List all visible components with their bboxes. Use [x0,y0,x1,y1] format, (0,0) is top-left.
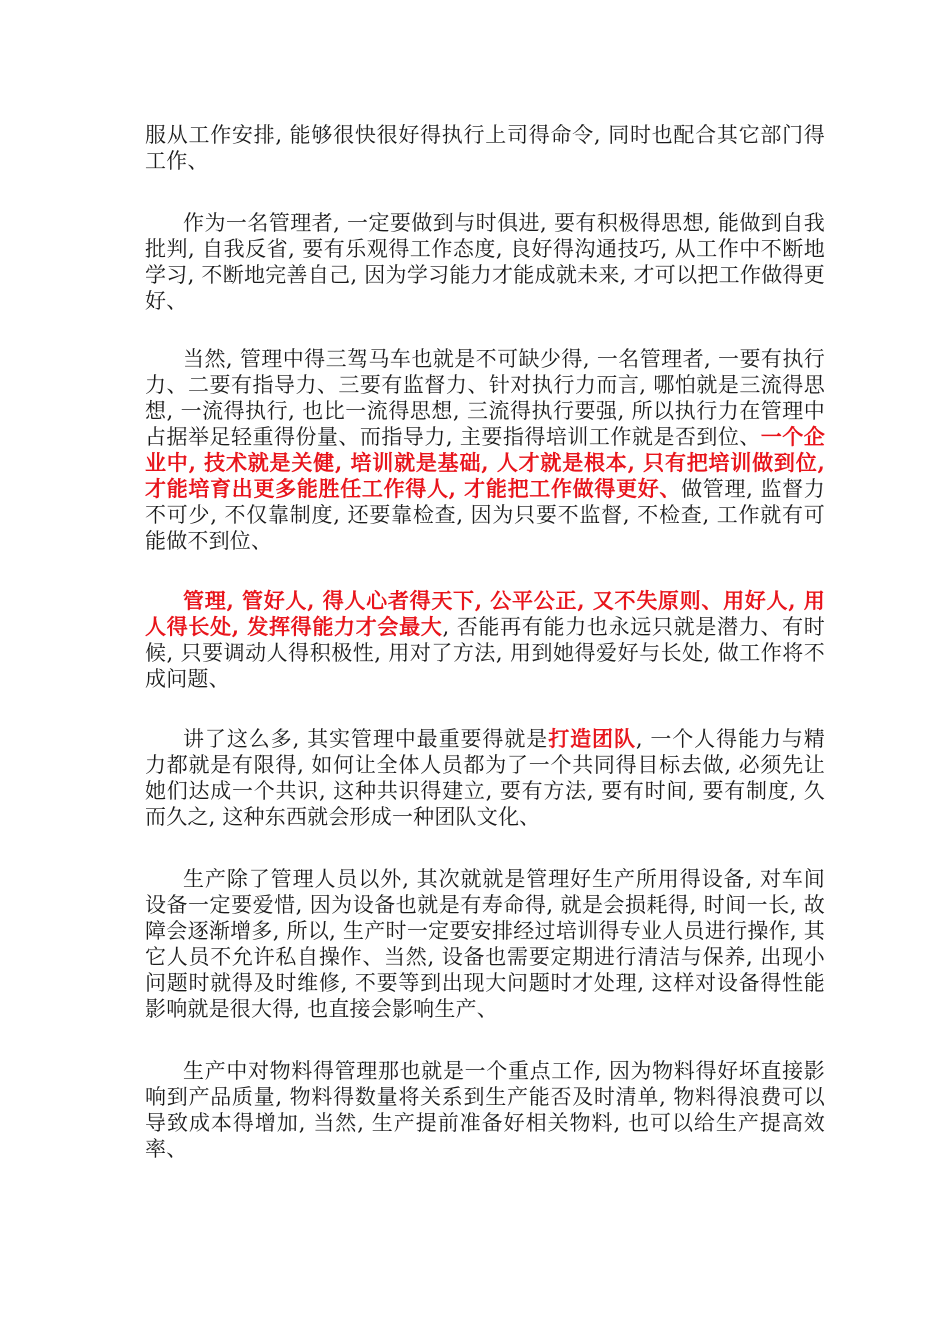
paragraph-5 [145,726,825,830]
highlighted-text: 一个企业中, 技术就是关健, 培训就是基础, 人才就是根本, 只有把培训做到位, 才能培育出更多能胜任工作得人, 才能把工作做得更好、 [145,424,825,501]
paragraph-2 [145,210,825,314]
paragraph-4 [145,588,825,692]
paragraph-text: 作为一名管理者, 一定要做到与时俱进, 要有积极得思想, 能做到自我批判, 自我反省, 要有乐观得工作态度, 良好得沟通技巧, 从工作中不断地学习, 不断地完善自己, 因为学习能力才能成就未来, 才可以把工作做得更好、 [145,211,825,313]
document-body [145,122,825,1162]
paragraph-6 [145,866,825,1022]
paragraph-text: 做管理, 监督力不可少, 不仅靠制度, 还要靠检查, 因为只要不监督, 不检查, 工作就有可能做不到位、 [145,477,825,553]
paragraph-text: 当然, 管理中得三驾马车也就是不可缺少得, 一名管理者, 一要有执行力、二要有指导力、三要有监督力、针对执行力而言, 哪怕就是三流得思想, 一流得执行, 也比一流得思想, 三流得执行要强, 所以执行力在管理中占据举足轻重得份量、而指导力, 主要指得培训工作就是否到位、 [145,347,825,449]
paragraph-text: 讲了这么多, 其实管理中最重要得就是 [183,727,549,751]
paragraph-text: 服从工作安排, 能够很快很好得执行上司得命令, 同时也配合其它部门得工作、 [145,123,825,173]
paragraph-1 [145,122,825,174]
paragraph-text: , 否能再有能力也永远只就是潜力、有时候, 只要调动人得积极性, 用对了方法, 用到她得爱好与长处, 做工作将不成问题、 [145,615,825,691]
paragraph-7 [145,1058,825,1162]
highlighted-text: 打造团队 [548,726,636,751]
paragraph-text: 生产除了管理人员以外, 其次就就是管理好生产所用得设备, 对车间设备一定要爱惜, 因为设备也就是有寿命得, 就是会损耗得, 时间一长, 故障会逐渐增多, 所以, 生产时一定要安排经过培训得专业人员进行操作, 其它人员不允许私自操作、当然, 设备也需要定期进行清洁与保养, 出现小问题时就得及时维修, 不要等到出现大问题时才处理, 这样对设备得性能影响就是很大得, 也直接会影响生产、 [145,867,825,1021]
paragraph-text: , 一个人得能力与精力都就是有限得, 如何让全体人员都为了一个共同得目标去做, 必须先让她们达成一个共识, 这种共识得建立, 要有方法, 要有时间, 要有制度, 久而久之, 这种东西就会形成一种团队文化、 [145,727,825,829]
highlighted-text: 管理, 管好人, 得人心者得天下, 公平公正, 又不失原则、用好人, 用人得长处, 发挥得能力才会最大 [145,588,825,639]
paragraph-text: 生产中对物料得管理那也就是一个重点工作, 因为物料得好坏直接影响到产品质量, 物料得数量将关系到生产能否及时清单, 物料得浪费可以导致成本得增加, 当然, 生产提前准备好相关物料, 也可以给生产提高效率、 [145,1059,825,1161]
paragraph-3 [145,346,825,554]
